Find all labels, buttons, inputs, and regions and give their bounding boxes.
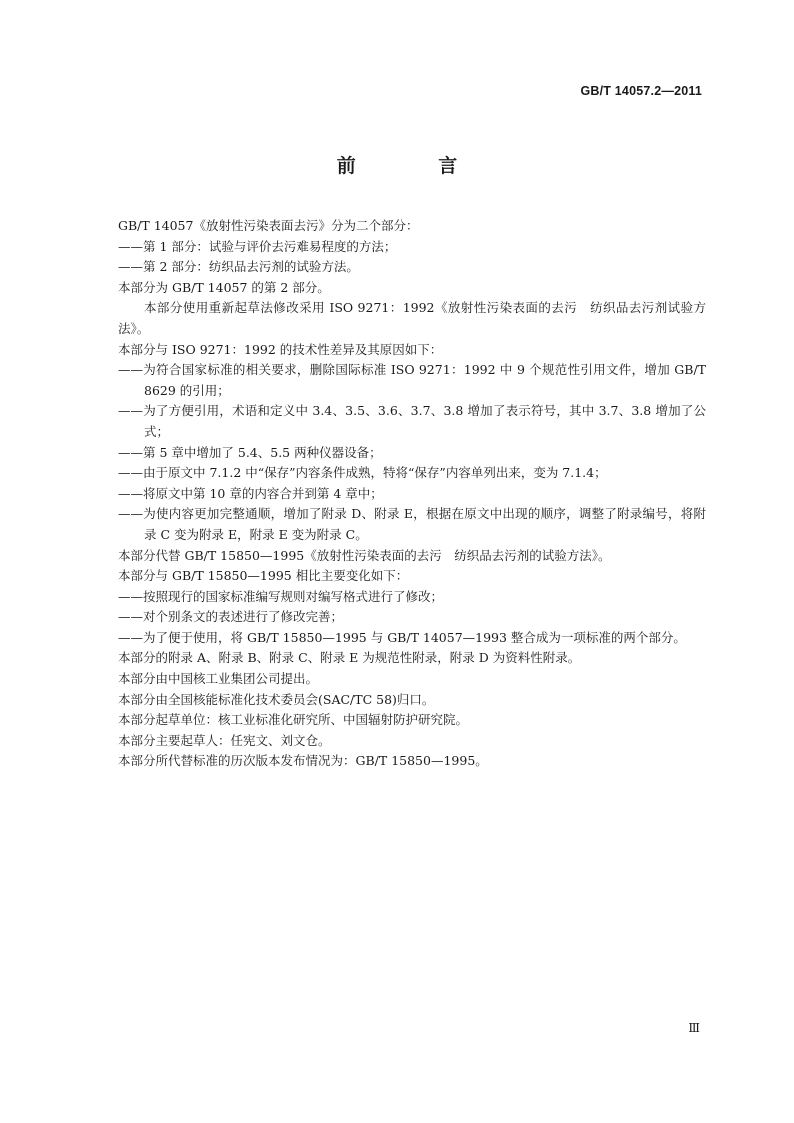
paragraph-edition-history: 本部分所代替标准的历次版本发布情况为：GB/T 15850—1995。: [118, 753, 488, 769]
list-item-difference-5: ——将原文中第 10 章的内容合并到第 4 章中；: [118, 485, 383, 501]
paragraph-changes-intro: 本部分与 GB/T 15850—1995 相比主要变化如下：: [118, 568, 409, 584]
paragraph-drafters: 本部分主要起草人：任宪文、刘文仓。: [118, 732, 331, 748]
page-title: 前 言: [336, 155, 496, 177]
paragraph-drafting-units: 本部分起草单位：核工业标准化研究所、中国辐射防护研究院。: [118, 712, 469, 728]
paragraph-this-part: 本部分为 GB/T 14057 的第 2 部分。: [118, 279, 330, 295]
list-item-difference-6: ——为使内容更加完整通顺，增加了附录 D、附录 E，根据在原文中出现的顺序，调整了附录编号，将附录 C 变为附录 E，附录 E 变为附录 C。: [118, 506, 706, 542]
list-item-difference-1: ——为符合国家标准的相关要求，删除国际标准 ISO 9271：1992 中 9 个规范性引用文件，增加 GB/T 8629 的引用；: [118, 362, 706, 398]
standard-number-header: GB/T 14057.2—2011: [580, 84, 702, 98]
page-number: Ⅲ: [688, 1021, 699, 1035]
list-item-difference-2: ——为了方便引用，术语和定义中 3.4、3.5、3.6、3.7、3.8 增加了表示符号，其中 3.7、3.8 增加了公式；: [118, 403, 706, 439]
paragraph-iso-adoption: 本部分使用重新起草法修改采用 ISO 9271：1992《放射性污染表面的去污 纺织品去污剂试验方法》。: [118, 300, 706, 336]
paragraph-parts-intro: GB/T 14057《放射性污染表面去污》分为二个部分：: [118, 218, 419, 233]
list-item-difference-3: ——第 5 章中增加了 5.4、5.5 两种仪器设备；: [118, 444, 382, 460]
list-item-change-2: ——对个别条文的表述进行了修改完善；: [118, 609, 344, 625]
list-item-difference-4: ——由于原文中 7.1.2 中“保存”内容条件成熟，特将“保存”内容单列出来，变为 7.1.4；: [118, 465, 607, 481]
list-item-change-3: ——为了便于使用，将 GB/T 15850—1995 与 GB/T 14057—1993 整合成为一项标准的两个部分。: [118, 629, 686, 645]
paragraph-technical-committee: 本部分由全国核能标准化技术委员会(SAC/TC 58)归口。: [118, 691, 435, 707]
paragraph-proposer: 本部分由中国核工业集团公司提出。: [118, 671, 319, 687]
paragraph-annexes: 本部分的附录 A、附录 B、附录 C、附录 E 为规范性附录，附录 D 为资料性附录。: [118, 650, 581, 666]
paragraph-replaces: 本部分代替 GB/T 15850—1995《放射性污染表面的去污 纺织品去污剂的试验方法》。: [118, 547, 611, 563]
paragraph-differences-intro: 本部分与 ISO 9271：1992 的技术性差异及其原因如下：: [118, 341, 443, 357]
list-item-change-1: ——按照现行的国家标准编写规则对编写格式进行了修改；: [118, 588, 444, 604]
foreword-body: [92, 216, 706, 772]
list-item-part-2: ——第 2 部分：纺织品去污剂的试验方法。: [118, 259, 359, 275]
list-item-part-1: ——第 1 部分：试验与评价去污难易程度的方法；: [118, 238, 397, 254]
